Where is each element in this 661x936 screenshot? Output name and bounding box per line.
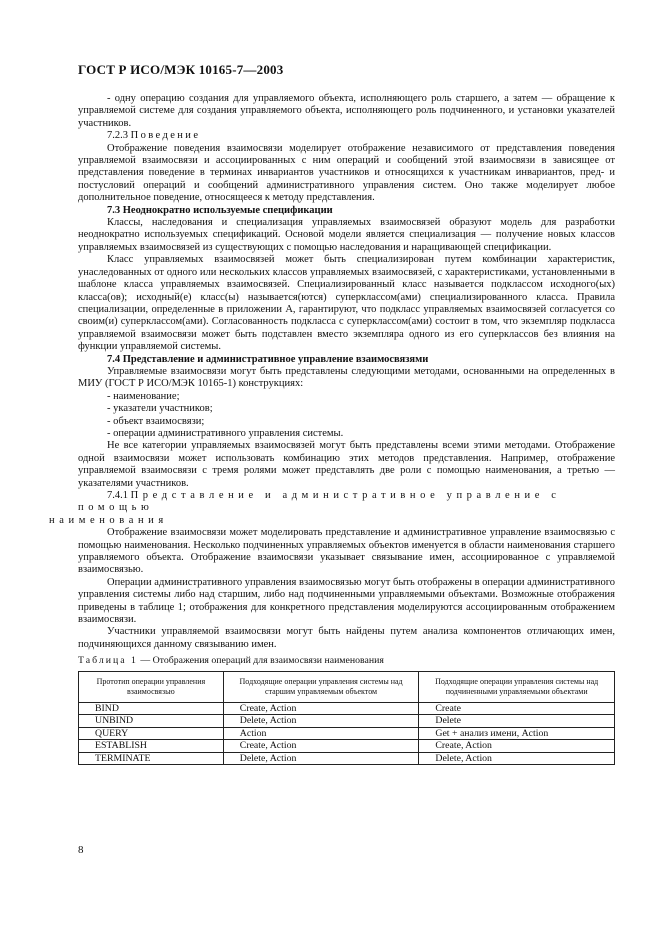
table-caption-text: — Отображения операций для взаимосвязи наименования: [140, 655, 384, 667]
section-7-2-3-heading: [78, 130, 615, 142]
section-title: Представление и административное управление с помощью: [78, 490, 561, 514]
table-cell: Delete, Action: [419, 752, 615, 765]
operations-table: [78, 671, 615, 766]
paragraph-methods: Управляемые взаимосвязи могут быть представлены следующими методами, основанными на определенных в МИУ (ГОСТ Р ИСО/МЭК 10165-1) конструкциях:: [78, 365, 615, 390]
table-cell: Create, Action: [223, 702, 419, 715]
list-item: - операции административного управления системы.: [107, 427, 344, 439]
paragraph-operations-mapping: Операции административного управления взаимосвязью могут быть отображены в операции административного управления системы либо над старшим, либо над подчиненными управляемыми объектами. Возможные отображения приведены в таблице 1; отображения для конкретного представления моделируются ассоциированным отображением взаимосвязи.: [78, 576, 615, 626]
paragraph-naming-model: Отображение взаимосвязи может моделировать представление и административное управление взаимосвязью с помощью наименования. Несколько подчиненных управляемых объектов именуется в области наименования старшего управляемого объекта. Отображение взаимосвязи указывает связывание имен, ассоциированное с управляемой взаимосвязью.: [78, 527, 615, 576]
table-cell: Delete, Action: [223, 752, 419, 765]
table-cell: Action: [223, 727, 419, 740]
document-header: ГОСТ Р ИСО/МЭК 10165-7—2003: [78, 62, 284, 77]
table-cell: Delete: [419, 715, 615, 728]
paragraph-categories: Не все категории управляемых взаимосвязей могут быть представлены всеми этими методами. Отображение одной взаимосвязи может использовать комбинацию этих методов представления. Например, отображение управляемой взаимосвязи с тремя ролями может представлять две роли с помощью наименования, а третью — указателями участников.: [78, 440, 615, 489]
table-cell: Get + анализ имени, Action: [419, 727, 615, 740]
list-item: - указатели участников;: [107, 403, 213, 415]
table-row: [79, 702, 615, 715]
page-content: [49, 93, 615, 765]
section-title: Поведение: [130, 130, 201, 142]
table-header-cell: Прототип операции управления взаимосвязью: [79, 671, 224, 702]
paragraph-classes: Классы, наследования и специализация управляемых взаимосвязей образуют модель для разработки неоднократно используемых спецификаций. Основой модели является специализация — получение новых классов управляемых взаимосвязей из существующих с помощью наследования и наращивающей спецификации.: [78, 217, 615, 253]
table-header-cell: Подходящие операции управления системы над подчиненными управляемыми объектами: [419, 671, 615, 702]
section-7-4-1-heading: [49, 490, 615, 527]
table-cell: TERMINATE: [79, 752, 224, 765]
list-item: - наименование;: [107, 390, 180, 402]
list-item: - объект взаимосвязи;: [107, 415, 205, 427]
table-row: [79, 740, 615, 753]
table-cell: Create: [419, 702, 615, 715]
paragraph-specialization: Класс управляемых взаимосвязей может быть специализирован путем комбинации характеристик, унаследованных от одного или нескольких классов управляемых взаимосвязей, с характеристиками, установленными в шаблоне класса управляемых взаимосвязей. Специализированный класс называется подклассом исходного(ых) класса(ов); исходный(е) класс(ы) называется(ются) суперклассом(ами) специализированного класса. Правила специализации, определенные в приложении А, гарантируют, что подкласс управляемых взаимосвязей согласуется со своим(и) суперклассом(ами). Согласованность подкласса с суперклассом(ами) состоит в том, что экземпляр подкласса управляемой взаимосвязи может быть подставлен вместо экземпляра одного из его суперклассов без влияния на функции управляемой системы.: [78, 254, 615, 353]
section-title-continued: наименования: [49, 514, 168, 526]
paragraph-operation-creation: - одну операцию создания для управляемого объекта, исполняющего роль старшего, а затем — обращение к управляемой системе для создания управляемого объекта, исполняющего роль подчиненного, и установки указателей участников.: [78, 93, 615, 129]
table-cell: Create, Action: [223, 740, 419, 753]
paragraph-participants: Участники управляемой взаимосвязи могут быть найдены путем анализа компонентов отличающих имен, подчиняющихся данному связыванию имен.: [78, 626, 615, 650]
section-7-4-heading: 7.4 Представление и административное управление взаимосвязями: [107, 353, 429, 365]
table-cell: Create, Action: [419, 740, 615, 753]
table-caption-label: Таблица 1: [78, 655, 138, 667]
table-caption: [78, 655, 615, 667]
table-cell: ESTABLISH: [79, 740, 224, 753]
section-7-3-heading: 7.3 Неоднократно используемые спецификации: [107, 204, 333, 216]
section-number: 7.2.3: [107, 130, 128, 142]
table-cell: UNBIND: [79, 715, 224, 728]
page-number: 8: [78, 844, 84, 856]
table-cell: QUERY: [79, 727, 224, 740]
table-cell: BIND: [79, 702, 224, 715]
section-number: 7.4.1: [107, 490, 128, 501]
table-row: [79, 715, 615, 728]
table-row: [79, 727, 615, 740]
table-header-row: [79, 671, 615, 702]
paragraph-behaviour: Отображение поведения взаимосвязи моделирует отображение независимого от представления поведения управляемой взаимосвязи и ассоциированных с ним операций и сообщений этой взаимосвязи в зависящее от представления поведение в терминах инвариантов участников и относящихся к участникам инвариантов, пред- и постусловий операций и сообщений административного управления систем. Оно также моделирует любое дополнительное поведение, относящееся к методу представления.: [78, 142, 615, 204]
table-row: [79, 752, 615, 765]
table-cell: Delete, Action: [223, 715, 419, 728]
table-header-cell: Подходящие операции управления системы над старшим управляемым объектом: [223, 671, 419, 702]
